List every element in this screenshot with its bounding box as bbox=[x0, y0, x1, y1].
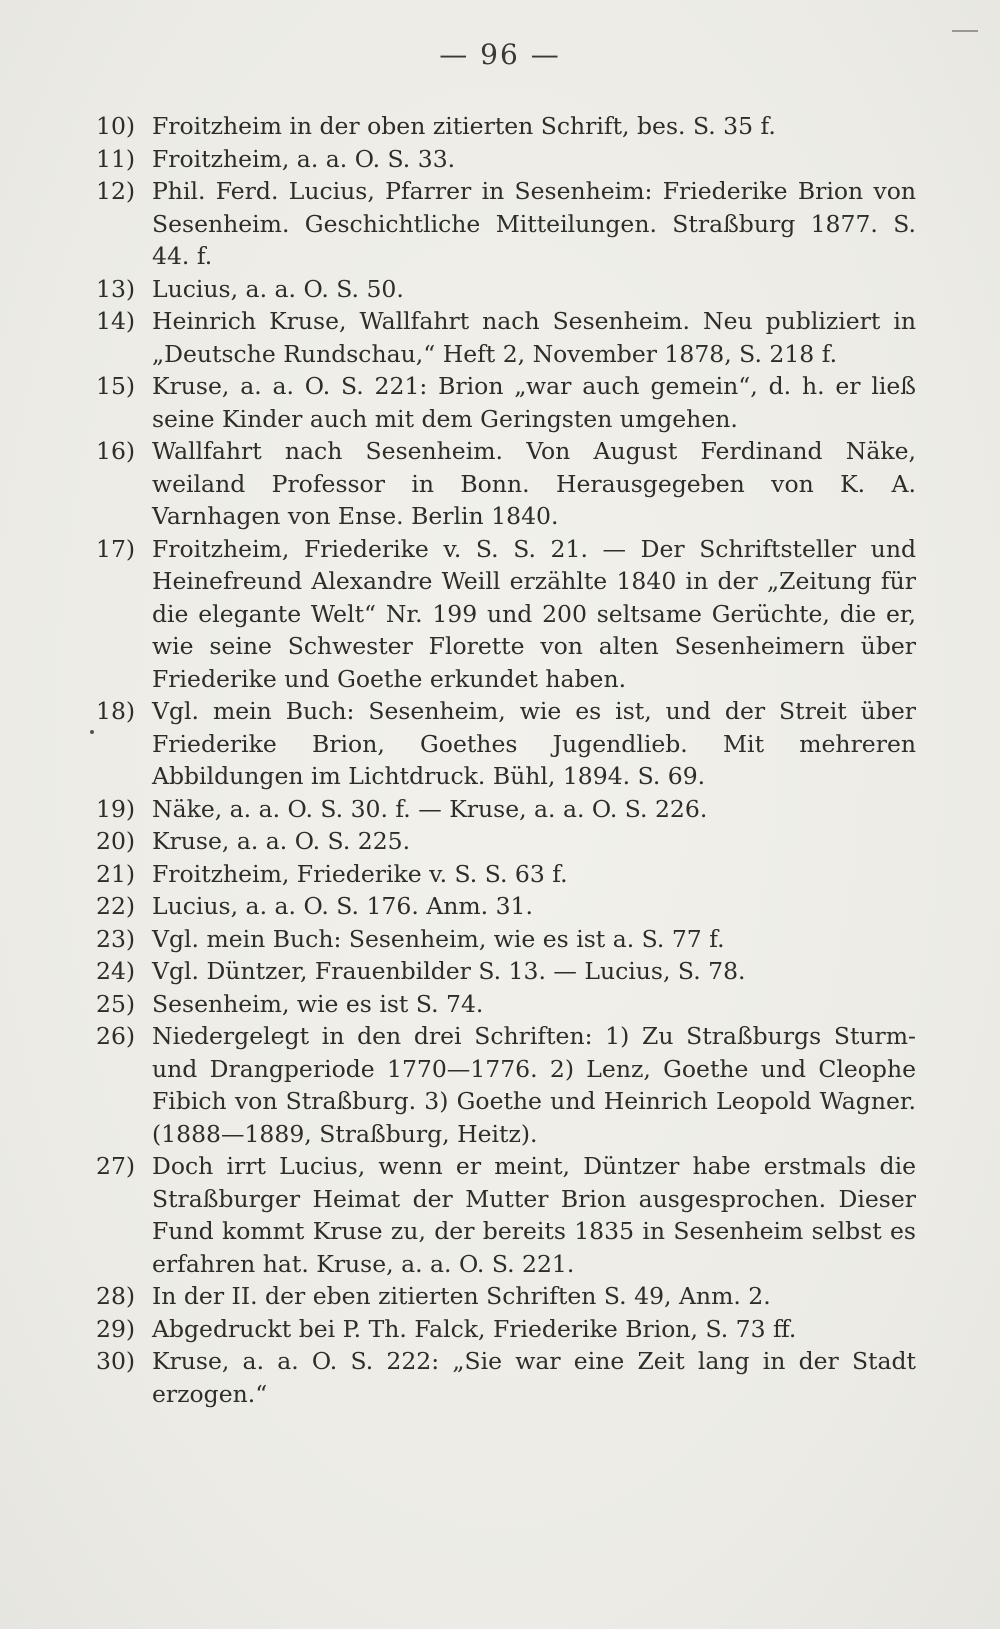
note-number: 18) bbox=[96, 697, 136, 725]
endnote-10 bbox=[96, 110, 916, 143]
endnote-26 bbox=[96, 1020, 916, 1150]
note-text: In der II. der eben zitierten Schriften S. 49, Anm. 2. bbox=[152, 1282, 771, 1310]
corner-mark bbox=[952, 30, 978, 32]
note-number: 14) bbox=[96, 307, 136, 335]
note-text: Kruse, a. a. O. S. 221: Brion „war auch gemein“, d. h. er ließ seine Kinder auch mit dem Geringsten umgehen. bbox=[152, 372, 916, 433]
note-number: 27) bbox=[96, 1152, 136, 1180]
endnote-30 bbox=[96, 1345, 916, 1410]
note-number: 29) bbox=[96, 1314, 136, 1343]
note-text: Wallfahrt nach Sesenheim. Von August Ferdinand Näke, weiland Professor in Bonn. Herausgegeben von K. A. Varnhagen von Ense. Berlin 1840. bbox=[152, 437, 916, 530]
note-text: Vgl. mein Buch: Sesenheim, wie es ist a. S. 77 f. bbox=[152, 924, 725, 953]
note-number: 15) bbox=[96, 372, 136, 400]
note-number: 30) bbox=[96, 1347, 136, 1375]
note-text: Lucius, a. a. O. S. 176. Anm. 31. bbox=[152, 892, 533, 920]
endnote-28 bbox=[96, 1280, 916, 1313]
endnote-27 bbox=[96, 1150, 916, 1280]
note-text: Niedergelegt in den drei Schriften: 1) Zu Straßburgs Sturm- und Drangperiode 1770—1776. 2) Lenz, Goethe und Cleophe Fibich von Straßburg. 3) Goethe und Heinrich Leopold Wagner. (1888—1889, Straßburg, Heitz). bbox=[152, 1022, 916, 1148]
note-number: 22) bbox=[96, 892, 136, 920]
note-text: Kruse, a. a. O. S. 225. bbox=[152, 827, 411, 855]
note-number: 21) bbox=[96, 859, 136, 888]
endnote-20 bbox=[96, 825, 916, 858]
note-number: 25) bbox=[96, 989, 136, 1018]
note-text: Kruse, a. a. O. S. 222: „Sie war eine Zeit lang in der Stadt erzogen.“ bbox=[152, 1347, 916, 1408]
endnote-17 bbox=[96, 533, 916, 696]
note-text: Näke, a. a. O. S. 30. f. — Kruse, a. a. O. S. 226. bbox=[152, 794, 708, 823]
note-number: 24) bbox=[96, 957, 136, 985]
endnote-19 bbox=[96, 793, 916, 826]
endnote-12 bbox=[96, 175, 916, 273]
endnote-25 bbox=[96, 988, 916, 1021]
endnote-29 bbox=[96, 1313, 916, 1346]
note-text: Froitzheim, Friederike v. S. S. 63 f. bbox=[152, 859, 568, 888]
endnote-18 bbox=[96, 695, 916, 793]
endnote-24 bbox=[96, 955, 916, 988]
endnotes-list bbox=[96, 110, 916, 1410]
endnote-21 bbox=[96, 858, 916, 891]
note-number: 20) bbox=[96, 827, 136, 855]
note-text: Doch irrt Lucius, wenn er meint, Düntzer habe erstmals die Straßburger Heimat der Mutter Brion ausgesprochen. Dieser Fund kommt Kruse zu, der bereits 1835 in Sesenheim selbst es erfahren hat. Kruse, a. a. O. S. 221. bbox=[152, 1152, 916, 1278]
endnote-15 bbox=[96, 370, 916, 435]
note-text: Froitzheim, a. a. O. S. 33. bbox=[152, 144, 456, 173]
endnote-11 bbox=[96, 143, 916, 176]
note-text: Vgl. mein Buch: Sesenheim, wie es ist, und der Streit über Friederike Brion, Goethes Jugendlieb. Mit mehreren Abbildungen im Lichtdruck. Bühl, 1894. S. 69. bbox=[152, 697, 916, 790]
note-number: 10) bbox=[96, 112, 136, 140]
endnote-23 bbox=[96, 923, 916, 956]
note-text: Froitzheim, Friederike v. S. S. 21. — Der Schriftsteller und Heinefreund Alexandre Weill erzählte 1840 in der „Zeitung für die elegante Welt“ Nr. 199 und 200 seltsame Gerüchte, die er, wie seine Schwester Florette von alten Sesenheimern über Friederike und Goethe erkundet haben. bbox=[152, 534, 916, 693]
note-text: Lucius, a. a. O. S. 50. bbox=[152, 274, 404, 303]
note-text: Froitzheim in der oben zitierten Schrift, bes. S. 35 f. bbox=[152, 112, 776, 140]
note-text: Abgedruckt bei P. Th. Falck, Friederike Brion, S. 73 ff. bbox=[152, 1314, 797, 1343]
note-number: 23) bbox=[96, 924, 136, 953]
note-text: Sesenheim, wie es ist S. 74. bbox=[152, 989, 484, 1018]
note-number: 19) bbox=[96, 794, 136, 823]
note-number: 28) bbox=[96, 1282, 136, 1310]
endnote-13 bbox=[96, 273, 916, 306]
note-number: 13) bbox=[96, 274, 136, 303]
note-text: Phil. Ferd. Lucius, Pfarrer in Sesenheim: Friederike Brion von Sesenheim. Geschichtliche Mitteilungen. Straßburg 1877. S. 44. f. bbox=[152, 177, 916, 270]
note-number: 12) bbox=[96, 177, 136, 205]
endnote-22 bbox=[96, 890, 916, 923]
note-number: 16) bbox=[96, 437, 136, 465]
note-text: Heinrich Kruse, Wallfahrt nach Sesenheim. Neu publiziert in „Deutsche Rundschau,“ Heft 2, November 1878, S. 218 f. bbox=[152, 307, 916, 368]
endnote-16 bbox=[96, 435, 916, 533]
note-number: 17) bbox=[96, 534, 136, 563]
note-number: 26) bbox=[96, 1022, 136, 1050]
note-text: Vgl. Düntzer, Frauenbilder S. 13. — Lucius, S. 78. bbox=[152, 957, 746, 985]
margin-mark bbox=[90, 730, 94, 734]
note-number: 11) bbox=[96, 144, 136, 173]
page-number: — 96 — bbox=[439, 38, 561, 71]
endnote-14 bbox=[96, 305, 916, 370]
